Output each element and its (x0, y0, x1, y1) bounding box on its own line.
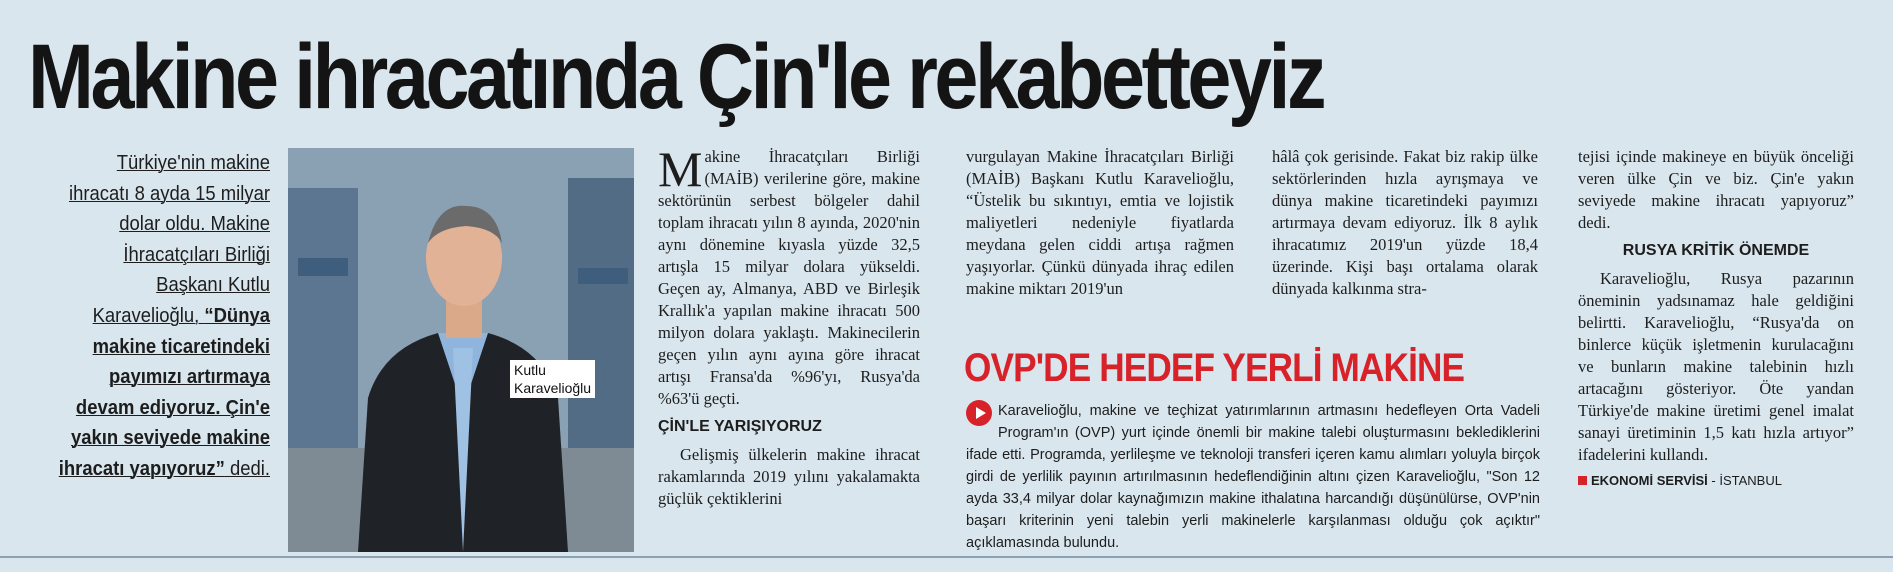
col4-paragraph-1: tejisi içinde makineye en büyük önceliği veren ülke Çin ve biz. Çin'e yakın seviyede makine ihracatı yapıyoruz” dedi. (1578, 147, 1854, 232)
red-square-icon (1578, 476, 1587, 485)
byline (1578, 470, 1854, 492)
lede-end: dedi. (224, 456, 270, 480)
byline-city: - İSTANBUL (1707, 473, 1782, 488)
dropcap: M (658, 141, 703, 197)
play-icon (966, 400, 992, 426)
column-1 (658, 141, 920, 510)
portrait-photo (288, 148, 634, 552)
col1-paragraph-2: Gelişmiş ülkelerin makine ihracat rakamlarında 2019 yılını yakalamakta güçlük çektiklerini (658, 445, 920, 508)
subhead-cin: ÇİN'LE YARIŞIYORUZ (658, 418, 822, 435)
caption-line-2: Karavelioğlu (514, 380, 592, 396)
photo-caption (510, 360, 595, 398)
col1-paragraph-1: akine İhracatçıları Birliği (MAİB) verilerine göre, makine sektörünün serbest bölgeler dahil toplam ihracatı yılın 8 ayında, 2020'nin aynı dönemine kıyasla yüzde 32,5 artışla 15 milyar dolara yükseldi. Geçen ay, Almanya, ABD ve Birleşik Krallık'a yapılan makine ihracatı 500 milyon dolara yaklaştı. Makinecilerin geçen yılın aynı ayına göre ihracat artışı Fransa'da %96'yı, Rusya'da %63'ü geçti. (658, 147, 920, 408)
box-paragraph: Karavelioğlu, makine ve teçhizat yatırımlarının artmasını hedefleyen Orta Vadeli Program'ın (OVP) yurt içinde önemli bir makine talebi oluşturmasını beklediklerini ifade etti. Programda, yerlileşme ve teknoloji transferi içeren kamu alımları yoluyla birçok girdi de yerlilik payının artırılmasının hedeflendiğinin altını çizen Karavelioğlu, "Son 12 ayda 33,4 milyar dolar kaynağımızın makine ithalatına harcandığı düşünülürse, OVP'nin başarı kriterinin yeni talebin yerli makinelerle karşılanması olduğu çok açıktır" açıklamasında bulundu. (966, 403, 1540, 551)
col2-paragraph-1: vurgulayan Makine İhracatçıları Birliği (MAİB) Başkanı Kutlu Karavelioğlu, “Üstelik bu sıkıntıyı, emtia ve lojistik maliyetleri nedeniyle fiyatlarda meydana gelen ciddi artışa rağmen yaşıyorlar. Çünkü dünyada ihraç edilen makine miktarı 2019'un (966, 147, 1234, 298)
headline: Makine ihracatında Çin'le rekabetteyiz (28, 26, 1324, 128)
column-4 (1578, 146, 1854, 492)
column-2 (966, 146, 1234, 300)
col4-paragraph-2: Karavelioğlu, Rusya pazarının öneminin yadsınamaz hale geldiğini belirtti. Karavelioğlu, “Rusya'da on binlerce küçük işletmenin kurulacağını ve bunların makine talebinin hızlı artacağını gösteriyor. Öte yandan Türkiye'de makine üretimi genel imalat sanayi üretiminin 1,5 katı hızla artıyor” ifadelerini kullandı. (1578, 269, 1854, 464)
caption-line-1: Kutlu (514, 362, 546, 378)
lede-intro: Türkiye'nin makine ihracatı 8 ayda 15 milyar dolar oldu. Makine İhracatçıları Birliği Başkanı Kutlu Karavelioğlu, (69, 151, 270, 327)
column-3 (1272, 146, 1538, 300)
byline-service: EKONOMİ SERVİSİ (1591, 473, 1708, 488)
bottom-rule (0, 556, 1893, 558)
box-text (966, 400, 1540, 554)
subhead-rusya: RUSYA KRİTİK ÖNEMDE (1622, 242, 1810, 259)
box-title: OVP'DE HEDEF YERLİ MAKİNE (964, 346, 1465, 390)
lede (58, 148, 270, 485)
lede-quote: “Dünya makine ticaretindeki payımızı artırmaya devam ediyoruz. Çin'e yakın seviyede makine ihracatı yapıyoruz” (58, 303, 271, 480)
col3-paragraph-1: hâlâ çok gerisinde. Fakat biz rakip ülke sektörlerinden hızla ayrışmaya ve dünya makine ticaretindeki payımızı artırmaya devam ediyoruz. İlk 8 aylık ihracatımız 2019'un yüzde 18,4 üzerinde. Kişi başı ortalama olarak dünyada kalkınma stra- (1272, 147, 1538, 298)
